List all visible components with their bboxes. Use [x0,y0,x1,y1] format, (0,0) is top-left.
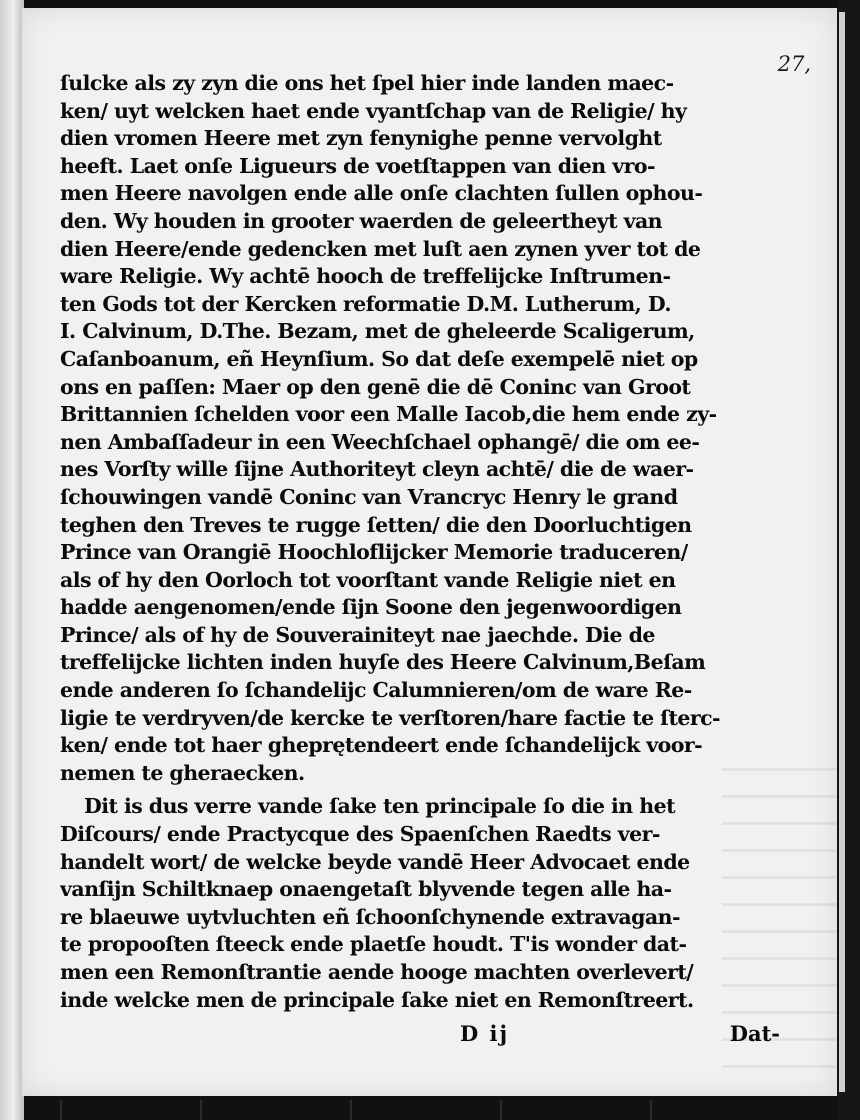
frame-mark [500,1100,502,1120]
text-line: Diſcours/ ende Practycque des Spaenſchen Raedts ver- [60,822,660,847]
text-line: ligie te verdryven/de kercke te verſtoren/hare factie te ſterc- [60,705,721,730]
text-line: ons en paſſen: Maer op den genē die dē Coninc van Groot [60,374,691,399]
text-line: dien Heere/ende gedencken met luſt aen zynen yver tot de [60,236,701,261]
text-line: hadde aengenomen/ende ſijn Soone den jegenwoordigen [60,595,682,620]
text-line: nen Ambaſſadeur in een Weechſchael ophangē/ die om ee- [60,429,700,454]
document-page [22,8,837,1096]
text-line: I. Calvinum, D.The. Bezam, met de gheleerde Scaligerum, [60,319,695,344]
book-edge [0,0,24,1120]
text-line: teghen den Treves te rugge ſetten/ die den Doorluchtigen [60,512,692,537]
text-line: Caſanboanum, eñ Heynſium. So dat deſe exempelē niet op [60,346,698,371]
text-line: ſulcke als zy zyn die ons het ſpel hier inde landen maec- [60,71,674,95]
text-line: nes Vorſty wille ſijne Authoriteyt cleyn achtē/ die de waer- [60,457,694,482]
text-line: te propooſten ſteeck ende plaetſe houdt. T'is wonder dat- [60,932,687,957]
text-line: den. Wy houden in grooter waerden de geleertheyt van [60,208,663,233]
text-line: treffelijcke lichten inden huyſe des Heere Calvinum,Beſam [60,650,706,675]
text-line: ken/ uyt welcken haet ende vyantſchap van de Religie/ hy [60,98,687,123]
frame-mark [200,1100,202,1120]
text-line: Brittannien ſchelden voor een Malle Iacob,die hem ende zy- [60,402,717,427]
text-line: Prince van Orangiē Hoochloflijcker Memorie traduceren/ [60,540,688,565]
body-text [60,70,780,1014]
page-footer [60,1021,780,1049]
page-number: 27, [777,52,811,76]
text-line: re blaeuwe uytvluchten eñ ſchoonſchynende extravagan- [60,904,680,929]
text-line: Dit is dus verre vande ſake ten principale ſo die in het [84,794,675,819]
text-line: ten Gods tot der Kercken reformatie D.M. Lutherum, D. [60,291,671,316]
text-line: ende anderen ſo ſchandelijc Calumnieren/om de ware Re- [60,678,692,703]
frame-mark [650,1100,652,1120]
catchword: Dat- [729,1021,780,1046]
text-line: Prince/ als of hy de Souverainiteyt nae jaechde. Die de [60,622,655,647]
text-line: ken/ ende tot haer gheprętendeert ende ſchandelijck voor- [60,733,703,758]
text-line: vanſijn Schiltknaep onaengetaſt blyvende tegen alle ha- [60,877,672,902]
text-line: handelt wort/ de welcke beyde vandē Heer Advocaet ende [60,849,690,874]
text-line: heeft. Laet onſe Ligueurs de voetſtappen van dien vro- [60,153,655,178]
text-line: dien vromen Heere met zyn fenynighe penne vervolght [60,126,662,151]
page-edge [839,12,845,1092]
frame-mark [350,1100,352,1120]
frame-mark [60,1100,62,1120]
signature-mark: D ij [460,1021,510,1046]
text-line: men Heere navolgen ende alle onſe clachten ſullen ophou- [60,181,703,206]
text-line: men een Remonſtrantie aende hooge machten overlevert/ [60,960,694,984]
text-line: ſchouwingen vandē Coninc van Vrancryc Henry le grand [60,484,678,509]
text-line: nemen te gheraecken. [60,760,305,785]
text-line: als of hy den Oorloch tot voorſtant vande Religie niet en [60,567,676,592]
text-line: inde welcke men de principale ſake niet en Remonſtreert. [60,987,694,1012]
text-line: ware Religie. Wy achtē hooch de treffelijcke Inſtrumen- [60,264,671,289]
